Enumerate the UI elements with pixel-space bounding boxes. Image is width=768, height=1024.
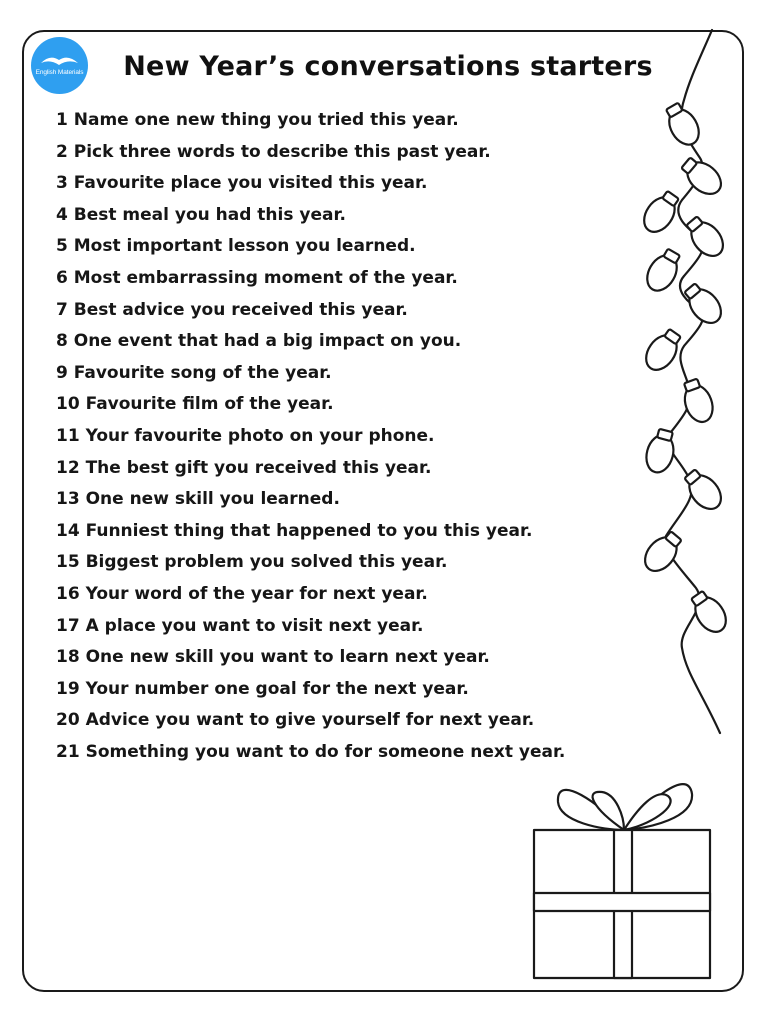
list-item: 8 One event that had a big impact on you. (56, 331, 462, 352)
conversation-starters-list (56, 105, 565, 768)
list-item: 10 Favourite film of the year. (56, 394, 334, 415)
fairy-lights-illustration (620, 28, 750, 748)
list-item: 16 Your word of the year for next year. (56, 583, 428, 604)
gift-box-illustration (520, 760, 720, 982)
list-item: 12 The best gift you received this year. (56, 457, 432, 478)
list-item: 21 Something you want to do for someone next year. (56, 741, 566, 762)
list-item: 6 Most embarrassing moment of the year. (56, 267, 458, 288)
list-item: 2 Pick three words to describe this past year. (56, 141, 491, 162)
list-item: 13 One new skill you learned. (56, 489, 340, 510)
page-title: New Year’s conversations starters (123, 51, 653, 82)
open-book-icon (31, 37, 88, 94)
list-item: 19 Your number one goal for the next year. (56, 678, 469, 699)
list-item: 18 One new skill you want to learn next year. (56, 647, 490, 668)
logo-text: English Materials (35, 69, 84, 76)
list-item: 9 Favourite song of the year. (56, 362, 332, 383)
list-item: 11 Your favourite photo on your phone. (56, 425, 435, 446)
english-materials-logo (31, 37, 88, 94)
list-item: 4 Best meal you had this year. (56, 204, 346, 225)
list-item: 3 Favourite place you visited this year. (56, 173, 428, 194)
list-item: 20 Advice you want to give yourself for next year. (56, 710, 535, 731)
list-item: 15 Biggest problem you solved this year. (56, 552, 448, 573)
list-item: 5 Most important lesson you learned. (56, 236, 416, 257)
list-item: 17 A place you want to visit next year. (56, 615, 424, 636)
list-item: 14 Funniest thing that happened to you this year. (56, 520, 533, 541)
list-item: 1 Name one new thing you tried this year. (56, 110, 459, 130)
list-item: 7 Best advice you received this year. (56, 299, 408, 320)
